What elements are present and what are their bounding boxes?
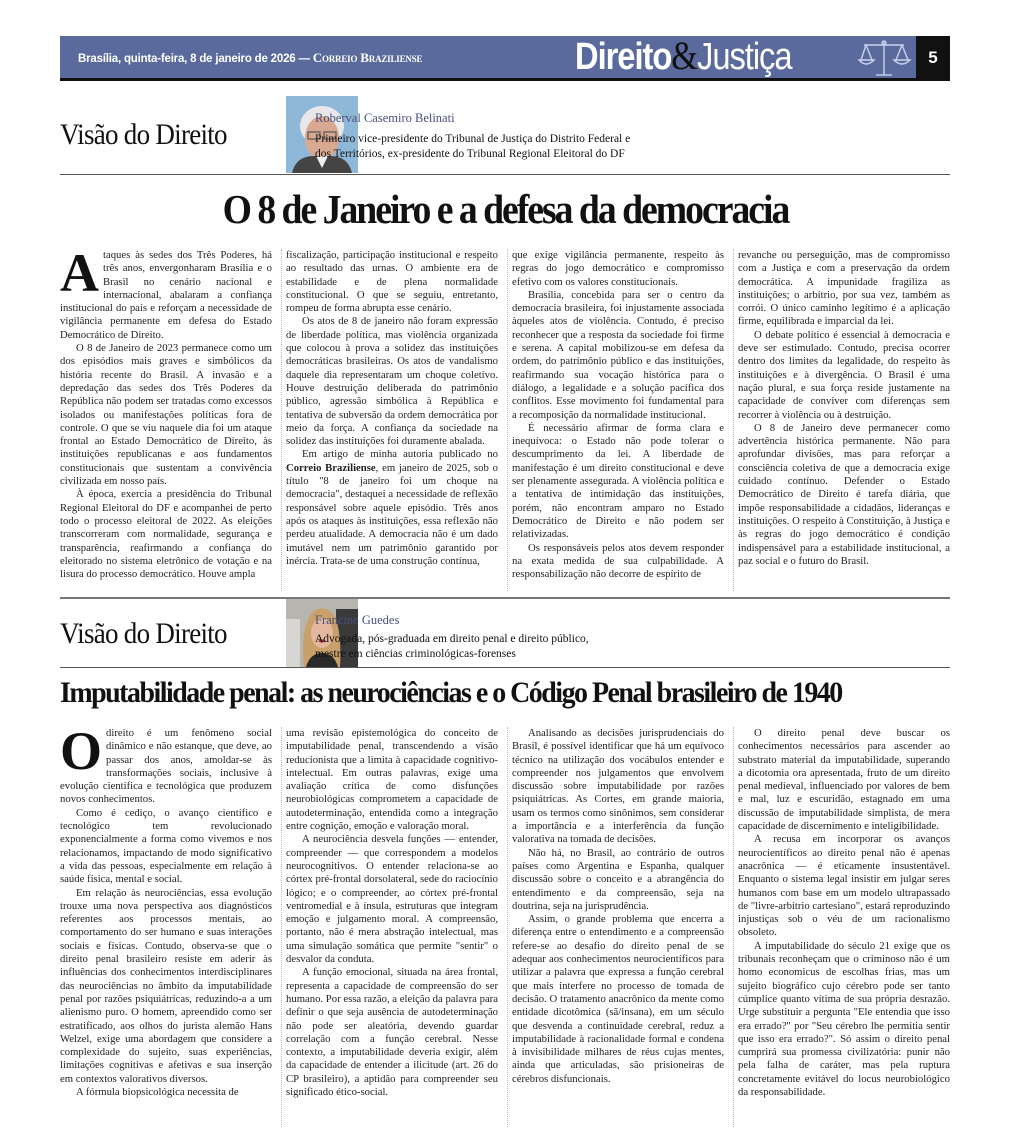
article2-paragraph: Como é cediço, o avanço científico e tecnológico tem revolucionado exponencialmente a forma como vivemos e nos relacionamos, impactando de modo significativo a vida das pessoas, especialmente em relação à saúde física, mental e social. bbox=[60, 806, 272, 886]
article2-paragraph: Analisando as decisões jurisprudenciais do Brasil, é possível identificar que há um equívoco técnico na utilização dos vocábulos entender e compreender nos julgamentos que envolvem discussão sobre imputabilidade por razões psiquiátricas. As Cortes, em grande maioria, usam os termos como sinônimos, sem considerar a importância e a interferência da função valorativa na tomada de decisões. bbox=[512, 727, 724, 846]
article1-kicker: Visão do Direito bbox=[60, 118, 227, 151]
column-separator bbox=[507, 249, 508, 591]
article1-column-4 bbox=[738, 249, 950, 591]
article2-paragraph: A recusa em incorporar os avanços neurocientíficos ao direito penal não é apenas anacrônica — é eticamente insustentável. Enquanto o sistema legal insistir em julgar seres humanos com base em um modelo ultrapassado de "livre-arbítrio cartesiano", estará reproduzindo injustiças sob o véu de um racionalismo obsoleto. bbox=[738, 833, 950, 939]
article1-paragraph: que exige vigilância permanente, respeito às regras do jogo democrático e compromisso efetivo com os valores constitucionais. bbox=[512, 249, 724, 288]
page-number: 5 bbox=[916, 36, 950, 81]
dateline bbox=[78, 50, 422, 66]
article2-author-role bbox=[315, 632, 755, 662]
article2-paragraph: A função emocional, situada na área frontal, representa a capacidade de compreensão do ser humano. Por essa razão, a eleição da palavra para definir o que seja ausência de autodeterminação não pode ser aleatória, devendo guardar correlação com a função cerebral. Nesse contexto, a imputabilidade deveria exigir, além da capacidade de entender a ilicitude (art. 26 do CP brasileiro), a aptidão para compreender seu significado ético-social. bbox=[286, 966, 498, 1099]
article2-column-2 bbox=[286, 727, 498, 1145]
scales-of-justice-icon bbox=[856, 38, 912, 78]
article1-paragraph-text: taques às sedes dos Três Poderes, há três anos, envergonharam Brasília e o Brasil no cenário nacional e internacional, abalaram a confiança institucional do país e reforçam a necessidade de vigilância permanente em defesa do Estado Democrático de Direito. bbox=[60, 249, 272, 341]
newspaper-reference: Correio Braziliense bbox=[286, 461, 376, 474]
article-divider bbox=[60, 597, 950, 599]
column-separator bbox=[733, 727, 734, 1127]
article1-paragraph: O 8 de Janeiro deve permanecer como advertência histórica permanente. Não para aprofundar divisões, mas para reforçar a consciência coletiva de que a democracia exige cuidado contínuo. Defender o Estado Democrático de Direito é tarefa diária, que impõe responsabilidade a cidadãos, lideranças e instituições. O respeito à Constituição, à Justiça e às regras do jogo democrático é condição indispensável para a estabilidade institucional, a paz social e o futuro do Brasil. bbox=[738, 421, 950, 567]
header-bar bbox=[60, 33, 916, 81]
article1-body bbox=[60, 243, 950, 591]
article1-author-role-line2: dos Territórios, ex-presidente do Tribunal Regional Eleitoral do DF bbox=[315, 148, 625, 160]
article1-paragraph: Brasília, concebida para ser o centro da democracia brasileira, foi injustamente associada àqueles atos de violência. Contudo, é preciso reconhecer que a resposta da sociedade foi firme e serena. A capital mobilizou-se em defesa da ordem, do patrimônio público e das instituições, reafirmando sua vocação histórica para o diálogo, a legalidade e a solução pacífica dos conflitos. Esse movimento foi fundamental para a recomposição da normalidade institucional. bbox=[512, 288, 724, 421]
article1-paragraph: O 8 de Janeiro de 2023 permanece como um dos episódios mais graves e simbólicos da história recente do Brasil. A invasão e a depredação das sedes dos Três Poderes da República não podem ser tratadas como excessos isolados ou manifestações políticas fora de controle. O que se viu naquele dia foi um ataque frontal ao Estado Democrático de Direito, às instituições republicanas e aos fundamentos constitucionais que sustentam a convivência civilizada em nosso país. bbox=[60, 342, 272, 488]
article1-paragraph bbox=[286, 448, 498, 568]
column-separator bbox=[281, 249, 282, 591]
article2-author-name: Francine Guedes bbox=[315, 613, 400, 627]
section-title bbox=[575, 34, 792, 79]
article2-column-1 bbox=[60, 721, 272, 1145]
article1-author-role bbox=[315, 132, 755, 162]
article1-column-2 bbox=[286, 249, 498, 591]
article2-author-role-line1: Advogada, pós-graduada em direito penal e direito público, bbox=[315, 633, 589, 645]
article1-paragraph: revanche ou perseguição, mas de compromisso com a Justiça e com a preservação da ordem democrática. A impunidade fragiliza as instituições; o arbítrio, por sua vez, também as corrói. O único caminho legítimo é a aplicação firme, equilibrada e imparcial da lei. bbox=[738, 249, 950, 328]
article1-author-role-line1: Primeiro vice-presidente do Tribunal de Justiça do Distrito Federal e bbox=[315, 133, 631, 145]
article2-paragraph bbox=[60, 721, 272, 807]
article2-headline bbox=[60, 676, 950, 710]
article2-kicker: Visão do Direito bbox=[60, 617, 227, 650]
article1-paragraph-text: Em artigo de minha autoria publicado no bbox=[302, 448, 498, 461]
article2-paragraph: Não há, no Brasil, ao contrário de outros países como Argentina e Espanha, qualquer discussão sobre o conceito e a abrangência do entendimento e da compreensão, seja na doutrina, seja na jurisprudência. bbox=[512, 846, 724, 912]
article1-paragraph: O debate político é essencial à democracia e deve ser estimulado. Contudo, precisa ocorrer dentro dos limites da legalidade, do respeito às instituições e à divergência. O Brasil é uma nação plural, e sua força reside justamente na capacidade de conviver com diferenças sem recorrer à violência ou à destruição. bbox=[738, 328, 950, 421]
article1-column-1 bbox=[60, 243, 272, 591]
article2-body bbox=[60, 721, 950, 1145]
article2-paragraph: A imputabilidade do século 21 exige que os tribunais reconheçam que o criminoso não é um homo economicus de escolhas frias, mas um sujeito biográfico cujo cérebro pode ser tanto cúmplice quanto vítima de sua própria desrazão. Urge substituir a pergunta "Ele entendia que isso era errado?" por "Seu cérebro lhe permitia sentir que isso era errado?". Só assim o direito penal cumprirá sua promessa civilizatória: punir não pela falha de caráter, mas pela ruptura concretamente evitável do locus neurobiológico da responsabilidade. bbox=[738, 939, 950, 1099]
article2-column-3 bbox=[512, 727, 724, 1145]
article1-paragraph-text: , em janeiro de 2025, sob o título "8 de janeiro foi um choque na democracia", destaquei a necessidade de reflexão responsável sobre aquele episódio. Três anos após os ataques às instituições, essa reflexão não perdeu atualidade. A democracia não é um dado imutável nem um patrimônio garantido por inércia. Trata-se de uma construção contínua, bbox=[286, 461, 498, 567]
article1-paragraph bbox=[60, 243, 272, 342]
column-separator bbox=[281, 727, 282, 1127]
article1-paragraph: fiscalização, participação institucional e respeito ao resultado das urnas. O ambiente era de estabilidade e de plena normalidade constitucional. O que se seguiu, entretanto, rompeu de forma abrupta esse cenário. bbox=[286, 249, 498, 315]
page-header bbox=[60, 33, 950, 80]
article1-paragraph: É necessário afirmar de forma clara e inequívoca: o Estado não pode tolerar o descumprimento da lei. A liberdade de manifestação é um direito constitucional e deve ser plenamente assegurada. A violência política e a tentativa de intimidação das instituições, porém, não encontram amparo no Estado Democrático de Direito e não podem ser relativizadas. bbox=[512, 421, 724, 541]
article1-paragraph: À época, exercia a presidência do Tribunal Regional Eleitoral do DF e acompanhei de perto todo o processo eleitoral de 2022. As eleições transcorreram com normalidade, segurança e transparência, reafirmando a confiança do eleitorado no sistema eletrônico de votação e na lisura do processo democrático. Houve ampla bbox=[60, 488, 272, 581]
column-separator bbox=[733, 249, 734, 591]
article2-headline-text: Imputabilidade penal: as neurociências e o Código Penal brasileiro de 1940 bbox=[60, 676, 842, 709]
article1-paragraph: Os responsáveis pelos atos devem responder na exata medida de sua culpabilidade. A responsabilização não decorre de espírito de bbox=[512, 541, 724, 581]
article2-paragraph-text: direito é um fenômeno social dinâmico e não estanque, que deve, ao passar dos anos, amoldar-se às transformações sociais, inclusive à evolução científica e tecnológica que produzem novos conhecimentos. bbox=[60, 727, 272, 806]
article2-paragraph: O direito penal deve buscar os conhecimentos necessários para ascender ao substrato material da imputabilidade, superando a dicotomia ora apresentada, fruto de um direito penal medieval, influenciado por valores de bem e mal, luz e escuridão, estagnado em uma discussão de imputabilidade simplista, de mera capacidade de discernimento e inteligibilidade. bbox=[738, 727, 950, 833]
section-title-direito: Direito bbox=[575, 36, 672, 78]
article2-paragraph: Assim, o grande problema que encerra a diferença entre o entendimento e a compreensão refere-se ao desafio do direito penal de se adequar aos conhecimentos neurocientíficos para utilizar a palavra que expressa a função cerebral que mais interfere no processo de tomada de decisão. O tratamento anacrônico da mente como entidade dicotômica (sã/insana), em um século que desvenda a continuidade cerebral, reduz a imputabilidade à racionalidade formal e condena à invisibilidade milhares de réus cujas mentes, ainda que articuladas, são prisioneiras de cérebros disfuncionais. bbox=[512, 913, 724, 1085]
article1-headline bbox=[60, 185, 950, 233]
section-title-ampersand: & bbox=[671, 33, 698, 78]
divider bbox=[60, 174, 950, 175]
divider bbox=[60, 667, 950, 668]
article1-paragraph: Os atos de 8 de janeiro não foram expressão de liberdade política, mas violência organizada que colocou à prova a solidez das instituições democráticas brasileiras. Os atos de vandalismo daquele dia representaram um choque coletivo. Houve destruição deliberada do patrimônio público, agressão simbólica à República e tentativa de subversão da ordem democrática por meio da força. A confiança da sociedade na solidez das instituições foi duramente abalada. bbox=[286, 315, 498, 448]
newspaper-name: Correio Braziliense bbox=[312, 50, 423, 65]
article1-headline-text: O 8 de Janeiro e a defesa da democracia bbox=[222, 186, 788, 232]
article2-paragraph: A neurociência desvela funções — entender, compreender — que correspondem a modelos neurocognitivos. O entender relaciona-se ao córtex pré-frontal dorsolateral, sede do raciocínio lógico; e o compreender, ao córtex pré-frontal ventromedial e à ínsula, estruturas que integram emoção e julgamento moral. A compreensão, portanto, não é mera abstração intelectual, mas uma simulação somática que permite "sentir" o desvalor da conduta. bbox=[286, 833, 498, 966]
article1-author-name: Roberval Casemiro Belinati bbox=[315, 111, 455, 125]
article2-paragraph: uma revisão epistemológica do conceito de imputabilidade penal, transcendendo a visão reducionista que a limita à capacidade cognitivo-intelectual. Em outras palavras, exige uma avaliação crítica de como disfunções neurobiológicas comprometem a capacidade de autodeterminação, entendida como a integração entre cognição, emoção e valoração moral. bbox=[286, 727, 498, 833]
article1-column-3 bbox=[512, 249, 724, 591]
section-title-justica: Justiça bbox=[697, 36, 792, 78]
article2-column-4 bbox=[738, 727, 950, 1145]
drop-cap: A bbox=[60, 243, 99, 303]
article2-author-role-line2: mestre em ciências criminológicas-forenses bbox=[315, 648, 516, 660]
article2-paragraph: A fórmula biopsicológica necessita de bbox=[76, 1086, 239, 1099]
dateline-text: Brasília, quinta-feira, 8 de janeiro de 2026 — bbox=[78, 53, 310, 65]
column-separator bbox=[507, 727, 508, 1127]
drop-cap: O bbox=[60, 721, 103, 781]
article2-paragraph: Em relação às neurociências, essa evolução trouxe uma nova perspectiva aos diagnósticos referentes aos processos mentais, ao comportamento do ser humano e suas interações sociais e físicas. Contudo, observa-se que o direito penal brasileiro resiste em aderir às influências dos conhecimentos interdisciplinares das neurociências no âmbito da imputabilidade penal por razões psiquiátricas, reduzindo-a a um alienismo puro. O homem, apreendido como ser estratificado, aos olhos do jurista alemão Hans Welzel, exige uma abordagem que considere a complexidade do sujeito, suas experiências, limitações cognitivas e afetivas e sua inserção em contextos valorativos diversos. bbox=[60, 886, 272, 1085]
